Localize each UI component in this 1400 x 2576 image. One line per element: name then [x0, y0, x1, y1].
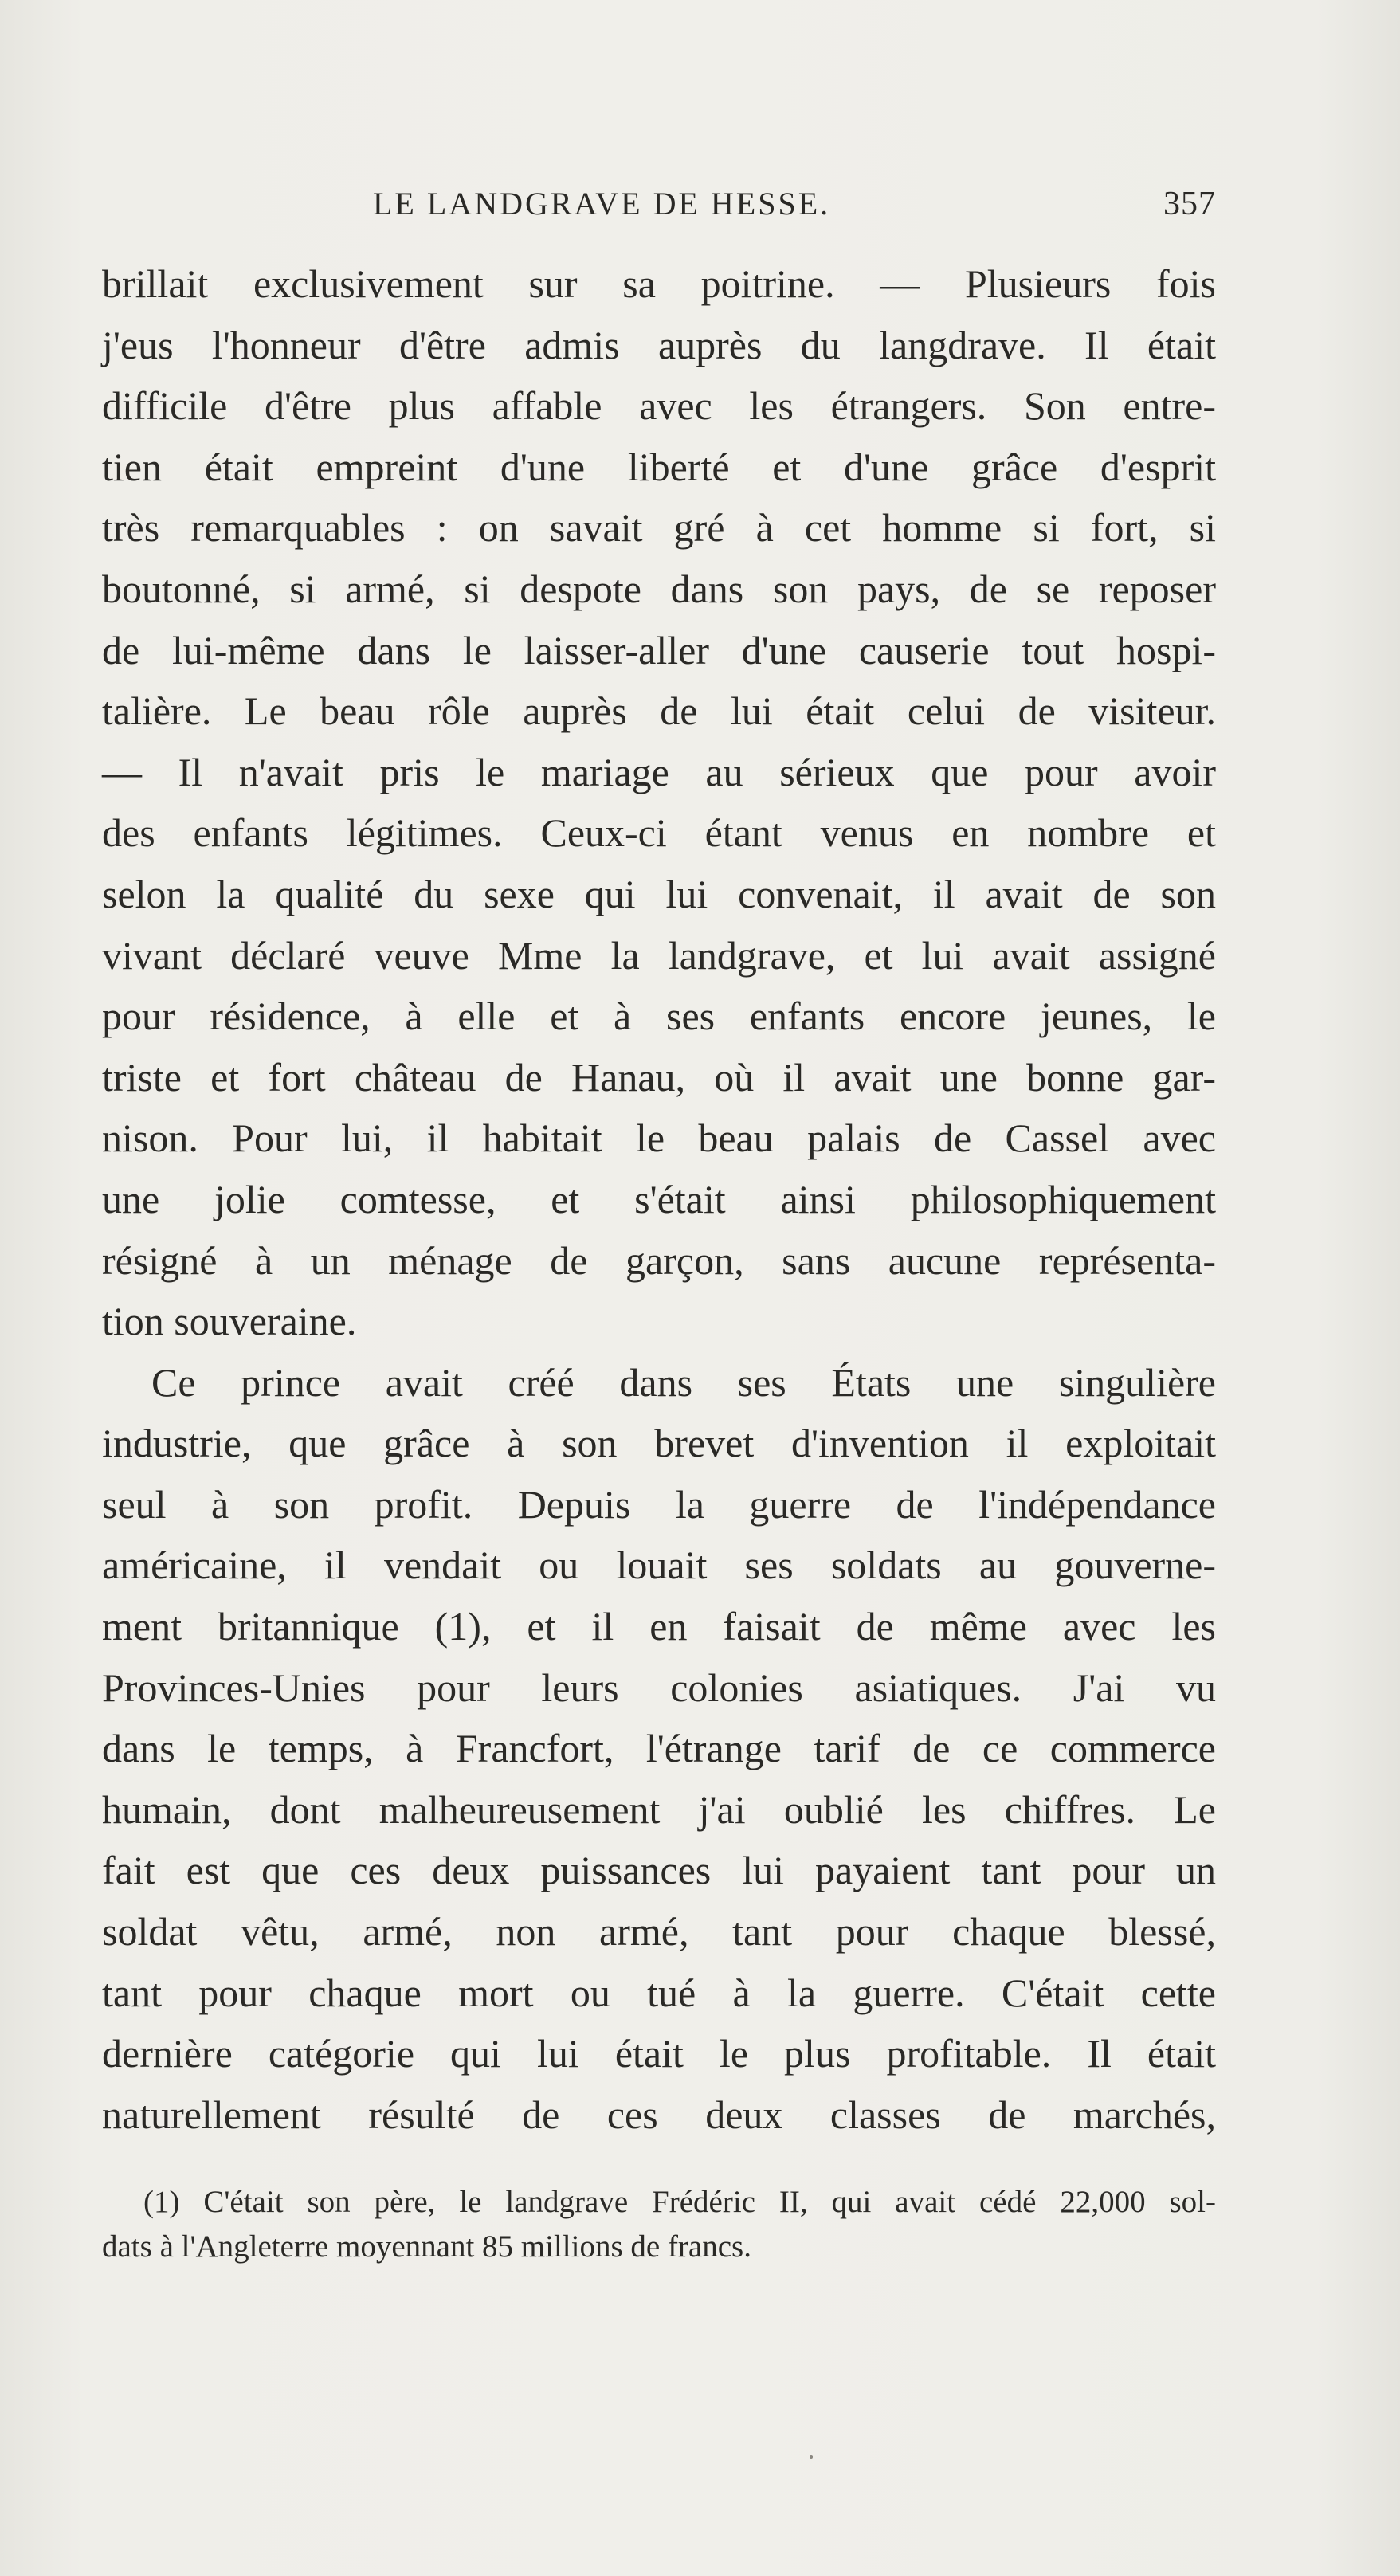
paragraph-1 — [102, 253, 1216, 1352]
text-line: brillait exclusivement sur sa poitrine. — Plusieurs fois — [102, 261, 1216, 306]
page-number: 357 — [1163, 186, 1216, 222]
text-line: boutonné, si armé, si despote dans son pays, de se reposer — [102, 566, 1216, 611]
text-line: très remarquables : on savait gré à cet homme si fort, si — [102, 505, 1216, 551]
text-line: humain, dont malheureusement j'ai oublié les chiffres. Le — [102, 1786, 1216, 1832]
text-line: difficile d'être plus affable avec les étrangers. Son entre- — [102, 383, 1216, 429]
text-line: naturellement résulté de ces deux classes de marchés, — [102, 2092, 1216, 2137]
text-line: vivant déclaré veuve Mme la landgrave, et lui avait assigné — [102, 932, 1216, 978]
text-line: talière. Le beau rôle auprès de lui était celui de visiteur. — [102, 688, 1216, 734]
footnote-line: dats à l'Angleterre moyennant 85 millions de francs. — [102, 2229, 751, 2264]
text-line: selon la qualité du sexe qui lui convenait, il avait de son — [102, 871, 1216, 916]
text-line: tion souveraine. — [102, 1299, 357, 1344]
text-line: j'eus l'honneur d'être admis auprès du langdrave. Il était — [102, 322, 1216, 367]
text-line: seul à son profit. Depuis la guerre de l'indépendance — [102, 1481, 1216, 1527]
running-title: LE LANDGRAVE DE HESSE. — [373, 186, 831, 222]
text-line: dernière catégorie qui lui était le plus profitable. Il était — [102, 2031, 1216, 2076]
text-line: soldat vêtu, armé, non armé, tant pour chaque blessé, — [102, 1909, 1216, 1955]
text-line: — Il n'avait pris le mariage au sérieux que pour avoir — [102, 749, 1216, 794]
text-line: fait est que ces deux puissances lui payaient tant pour un — [102, 1848, 1216, 1893]
body-text — [102, 253, 1216, 2145]
text-line: nison. Pour lui, il habitait le beau palais de Cassel avec — [102, 1115, 1216, 1161]
text-line: industrie, que grâce à son brevet d'invention il exploitait — [102, 1421, 1216, 1466]
paragraph-2 — [102, 1352, 1216, 2146]
paper-speck — [810, 2455, 813, 2459]
page-header — [102, 185, 1216, 233]
footnote-line: (1) C'était son père, le landgrave Frédéric II, qui avait cédé 22,000 sol- — [143, 2185, 1216, 2219]
text-line: Provinces-Unies pour leurs colonies asiatiques. J'ai vu — [102, 1664, 1216, 1710]
text-line: Ce prince avait créé dans ses États une singulière — [151, 1359, 1216, 1405]
text-line: pour résidence, à elle et à ses enfants encore jeunes, le — [102, 994, 1216, 1039]
text-line: dans le temps, à Francfort, l'étrange tarif de ce commerce — [102, 1726, 1216, 1771]
text-line: une jolie comtesse, et s'était ainsi philosophiquement — [102, 1176, 1216, 1221]
text-line: de lui-même dans le laisser-aller d'une causerie tout hospi- — [102, 627, 1216, 672]
text-line: tant pour chaque mort ou tué à la guerre. C'était cette — [102, 1970, 1216, 2015]
text-line: résigné à un ménage de garçon, sans aucune représenta- — [102, 1237, 1216, 1283]
text-line: des enfants légitimes. Ceux-ci étant venus en nombre et — [102, 810, 1216, 856]
text-line: américaine, il vendait ou louait ses soldats au gouverne- — [102, 1543, 1216, 1588]
text-line: tien était empreint d'une liberté et d'une grâce d'esprit — [102, 444, 1216, 489]
text-line: triste et fort château de Hanau, où il avait une bonne gar- — [102, 1054, 1216, 1100]
footnote — [102, 2180, 1216, 2269]
text-line: ment britannique (1), et il en faisait de même avec les — [102, 1604, 1216, 1649]
